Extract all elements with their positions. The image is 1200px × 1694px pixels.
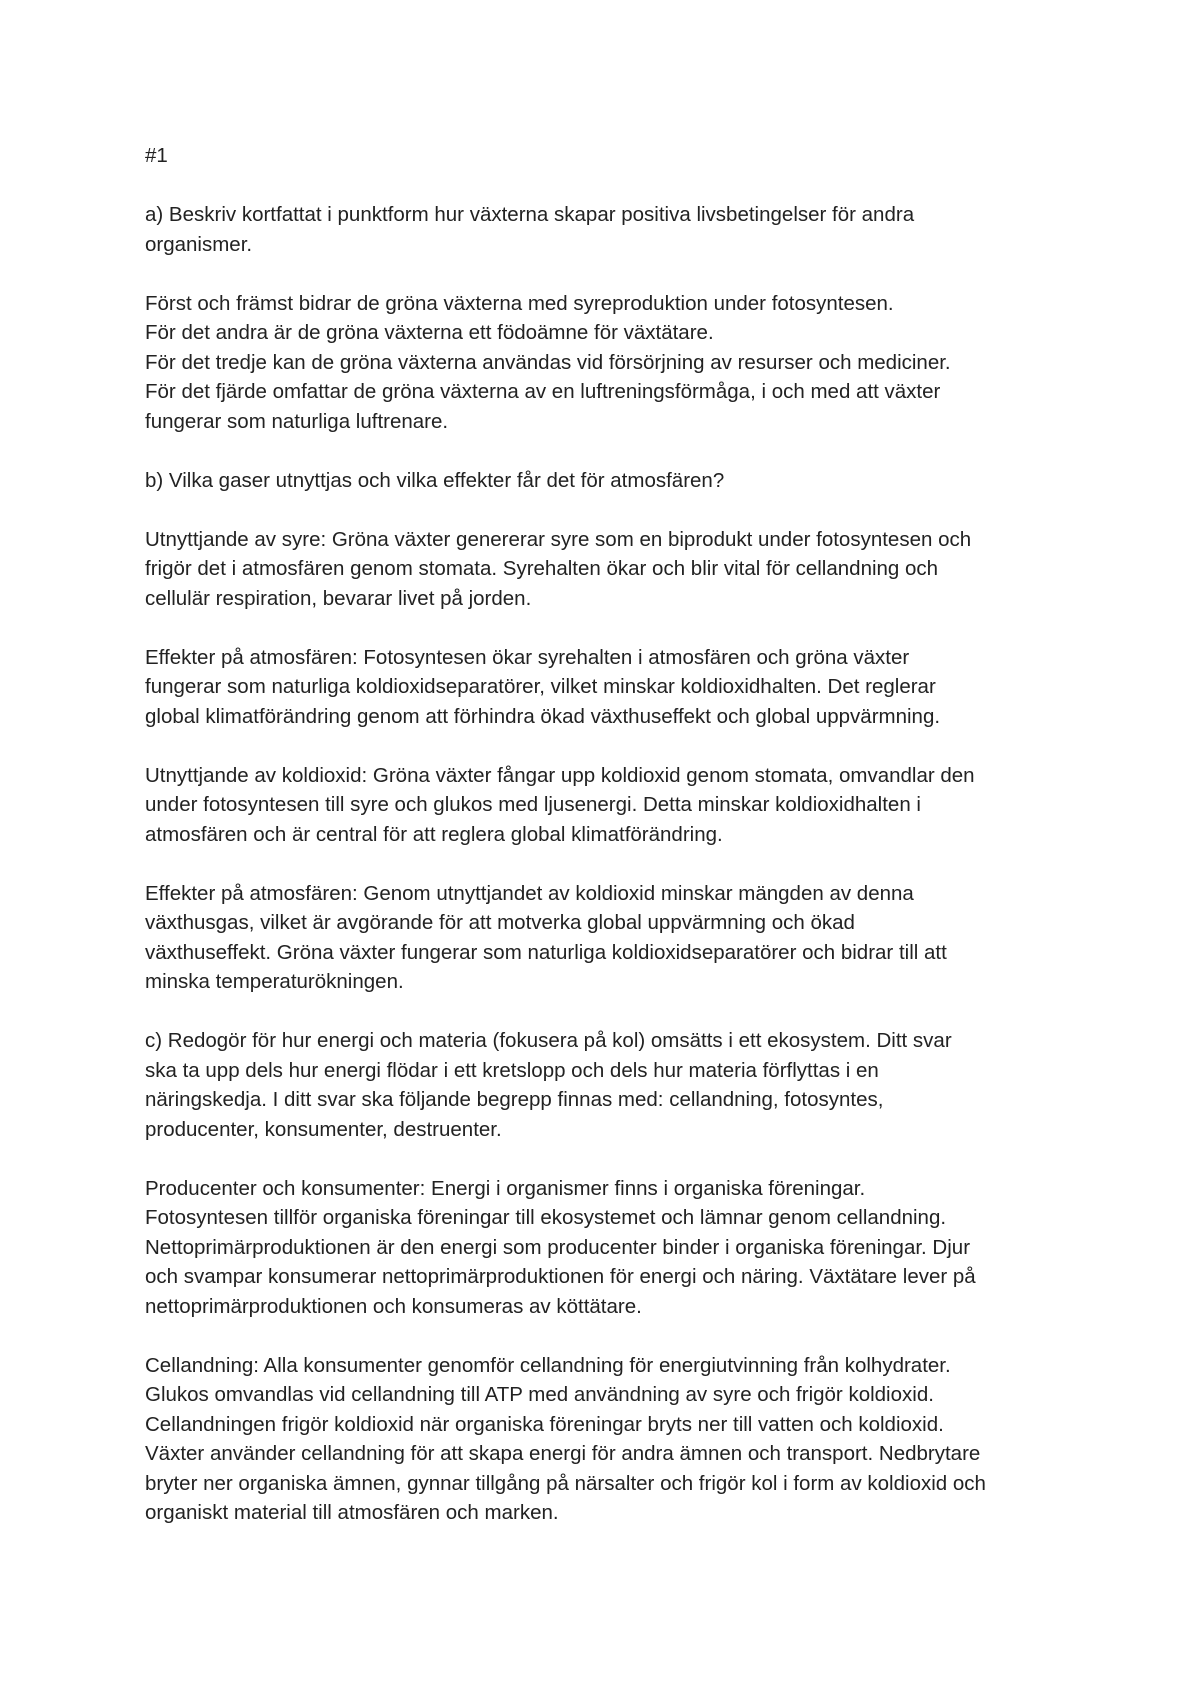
text-line: fungerar som naturliga luftrenare. xyxy=(145,409,449,433)
text-line: växthusgas, vilket är avgörande för att motverka global uppvärmning och ökad xyxy=(145,911,855,934)
text-line: ska ta upp dels hur energi flödar i ett kretslopp och dels hur materia förflyttas i en xyxy=(145,1058,879,1082)
text-line: producenter, konsumenter, destruenter. xyxy=(145,1117,502,1141)
text-line: För det fjärde omfattar de gröna växterna av en luftreningsförmåga, i och med att växter xyxy=(145,380,941,403)
text-line: Utnyttjande av koldioxid: Gröna växter fångar upp koldioxid genom stomata, omvandlar den xyxy=(145,763,975,787)
text-line: och svampar konsumerar nettoprimärproduktionen för energi och näring. Växtätare lever på xyxy=(145,1265,976,1288)
text-line: minska temperaturökningen. xyxy=(145,970,404,993)
text-line: a) Beskriv kortfattat i punktform hur växterna skapar positiva livsbetingelser för andra xyxy=(145,203,915,226)
text-line: näringskedja. I ditt svar ska följande begrepp finnas med: cellandning, fotosyntes, xyxy=(145,1088,884,1111)
text-line: cellulär respiration, bevarar livet på jorden. xyxy=(145,586,532,610)
text-line: växthuseffekt. Gröna växter fungerar som naturliga koldioxidseparatörer och bidrar till att xyxy=(145,940,947,964)
text-line: atmosfären och är central för att reglera global klimatförändring. xyxy=(145,822,723,846)
text-line: Cellandningen frigör koldioxid när organiska föreningar bryts ner till vatten och koldioxid. xyxy=(145,1412,944,1436)
document-page xyxy=(145,141,1090,1557)
text-line: Först och främst bidrar de gröna växterna med syreproduktion under fotosyntesen. xyxy=(145,291,894,315)
text-line: För det tredje kan de gröna växterna användas vid försörjning av resurser och mediciner. xyxy=(145,350,951,374)
text-line: Glukos omvandlas vid cellandning till ATP med användning av syre och frigör koldioxid. xyxy=(145,1383,934,1406)
text-line: frigör det i atmosfären genom stomata. Syrehalten ökar och blir vital för cellandning och xyxy=(145,557,939,580)
text-line: organismer. xyxy=(145,232,253,256)
text-line: Nettoprimärproduktionen är den energi som producenter binder i organiska föreningar. Djur xyxy=(145,1235,971,1259)
text-line: organiskt material till atmosfären och marken. xyxy=(145,1501,559,1524)
heading-text: #1 xyxy=(145,144,168,167)
text-line: Utnyttjande av syre: Gröna växter genererar syre som en biprodukt under fotosyntesen och xyxy=(145,527,972,551)
text-line: Växter använder cellandning för att skapa energi för andra ämnen och transport. Nedbrytare xyxy=(145,1442,981,1465)
text-line: Effekter på atmosfären: Fotosyntesen ökar syrehalten i atmosfären och gröna växter xyxy=(145,645,910,669)
text-line: b) Vilka gaser utnyttjas och vilka effekter får det för atmosfären? xyxy=(145,468,725,492)
text-line: Producenter och konsumenter: Energi i organismer finns i organiska föreningar. xyxy=(145,1176,866,1200)
answer-b-oxygen-effects xyxy=(145,643,1090,732)
answer-c-respiration xyxy=(145,1351,1090,1528)
question-a xyxy=(145,200,1090,259)
text-line: fungerar som naturliga koldioxidseparatörer, vilket minskar koldioxidhalten. Det reglerar xyxy=(145,675,936,698)
answer-c-producers-consumers xyxy=(145,1174,1090,1322)
question-c xyxy=(145,1026,1090,1144)
text-line: Effekter på atmosfären: Genom utnyttjandet av koldioxid minskar mängden av denna xyxy=(145,881,914,905)
text-line: Fotosyntesen tillför organiska föreningar till ekosystemet och lämnar genom cellandning. xyxy=(145,1206,947,1229)
answer-b-co2-use xyxy=(145,761,1090,850)
answer-b-oxygen-use xyxy=(145,525,1090,614)
question-b xyxy=(145,466,1090,496)
document-heading xyxy=(145,141,1090,171)
answer-a xyxy=(145,289,1090,437)
text-line: global klimatförändring genom att förhindra ökad växthuseffekt och global uppvärmning. xyxy=(145,704,941,728)
text-line: nettoprimärproduktionen och konsumeras av köttätare. xyxy=(145,1294,642,1318)
text-line: under fotosyntesen till syre och glukos med ljusenergi. Detta minskar koldioxidhalten i xyxy=(145,793,921,816)
text-line: För det andra är de gröna växterna ett födoämne för växtätare. xyxy=(145,321,714,344)
text-line: Cellandning: Alla konsumenter genomför cellandning för energiutvinning från kolhydrater. xyxy=(145,1353,951,1377)
text-line: bryter ner organiska ämnen, gynnar tillgång på närsalter och frigör kol i form av koldioxid och xyxy=(145,1471,986,1495)
answer-b-co2-effects xyxy=(145,879,1090,997)
text-line: c) Redogör för hur energi och materia (fokusera på kol) omsätts i ett ekosystem. Ditt svar xyxy=(145,1029,952,1052)
